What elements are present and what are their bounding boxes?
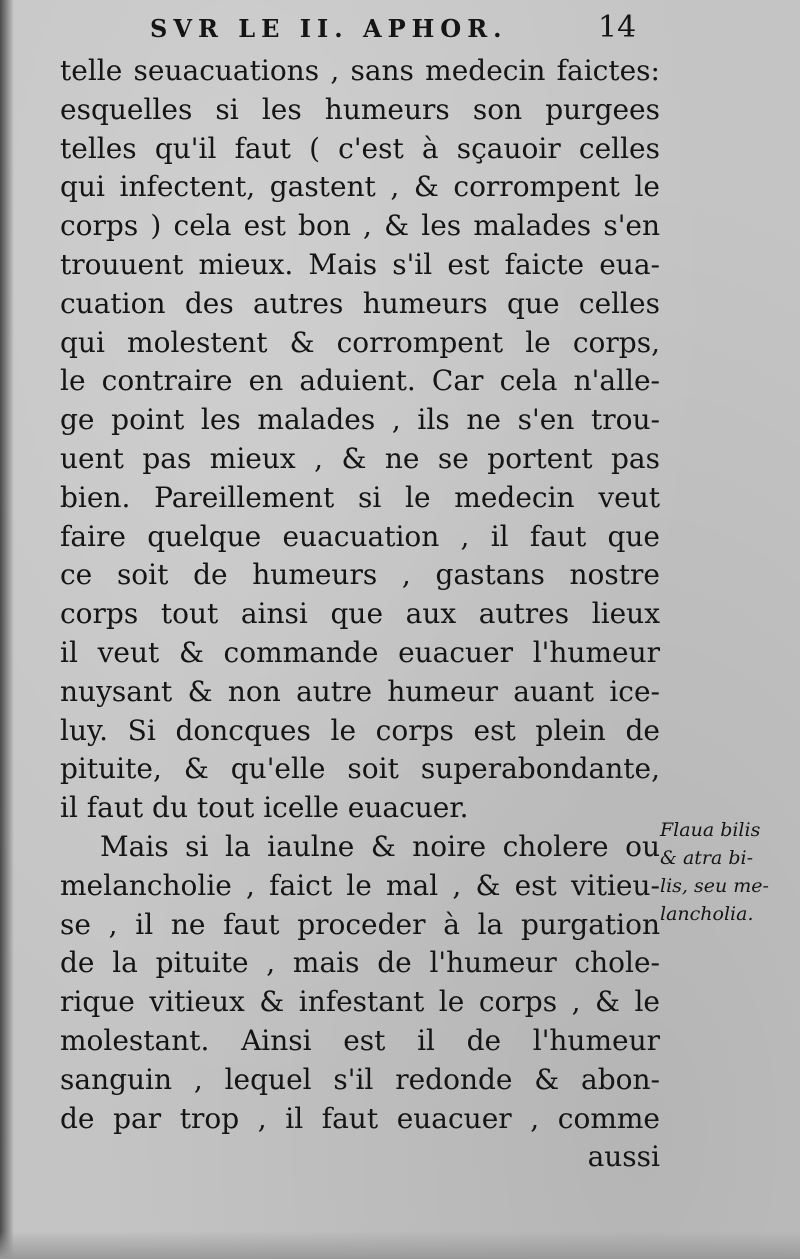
text-line: melancholie , faict le mal , & est vitieu- [60,868,660,902]
text-line: de par trop , il faut euacuer , comme [60,1101,660,1135]
text-line: il veut & commande euacuer l'humeur [60,635,660,669]
page-edge-shadow [0,0,14,1259]
text-line: le contraire en aduient. Car cela n'alle- [60,364,660,398]
text-line: sanguin , lequel s'il redonde & abon- [60,1062,660,1096]
text-line: uent pas mieux , & ne se portent pas [60,441,660,475]
text-line: molestant. Ainsi est il de l'humeur [60,1023,660,1057]
text-line: nuysant & non autre humeur auant ice- [60,674,660,708]
text-line: telle seuacuations , sans medecin faictes: [60,54,660,87]
text-line: bien. Pareillement si le medecin veut [60,480,660,514]
marginal-note-line: Flaua bilis [660,819,761,841]
marginal-note-line: lancholia. [660,903,754,925]
running-head: SVR LE II. APHOR. [150,14,508,43]
marginal-note-line: lis, seu me- [660,875,769,897]
text-line: pituite, & qu'elle soit superabondante, [60,752,660,786]
page-bottom-edge [0,1231,800,1259]
text-line: de la pituite , mais de l'humeur chole- [60,946,660,980]
text-line: faire quelque euacuation , il faut que [60,519,660,553]
text-line: se , il ne faut proceder à la purgation [60,907,660,941]
page-number: 14 [598,10,637,45]
text-line: qui infectent, gastent , & corrompent le [60,170,660,204]
paragraph-end-line: il faut du tout icelle euacuer. [60,791,469,825]
text-line: cuation des autres humeurs que celles [60,286,660,320]
text-line: trouuent mieux. Mais s'il est faicte eua- [60,247,660,281]
marginal-note-line: & atra bi- [660,847,754,869]
text-line: telles qu'il faut ( c'est à sçauoir celles [60,131,660,165]
catchword: aussi [587,1140,660,1174]
text-line: corps tout ainsi que aux autres lieux [60,597,660,631]
text-line: ge point les malades , ils ne s'en trou- [60,403,660,437]
text-line: qui molestent & corrompent le corps, [60,325,660,359]
marginal-note [660,816,800,928]
text-line: rique vitieux & infestant le corps , & le [60,985,660,1019]
text-line: corps ) cela est bon , & les malades s'en [60,209,660,243]
text-line: ce soit de humeurs , gastans nostre [60,558,660,592]
text-line: esquelles si les humeurs son purgees [60,92,660,126]
body-text [60,52,660,1177]
paragraph-start-line: Mais si la iaulne & noire cholere ou [100,829,660,863]
text-line: luy. Si doncques le corps est plein de [60,713,660,747]
